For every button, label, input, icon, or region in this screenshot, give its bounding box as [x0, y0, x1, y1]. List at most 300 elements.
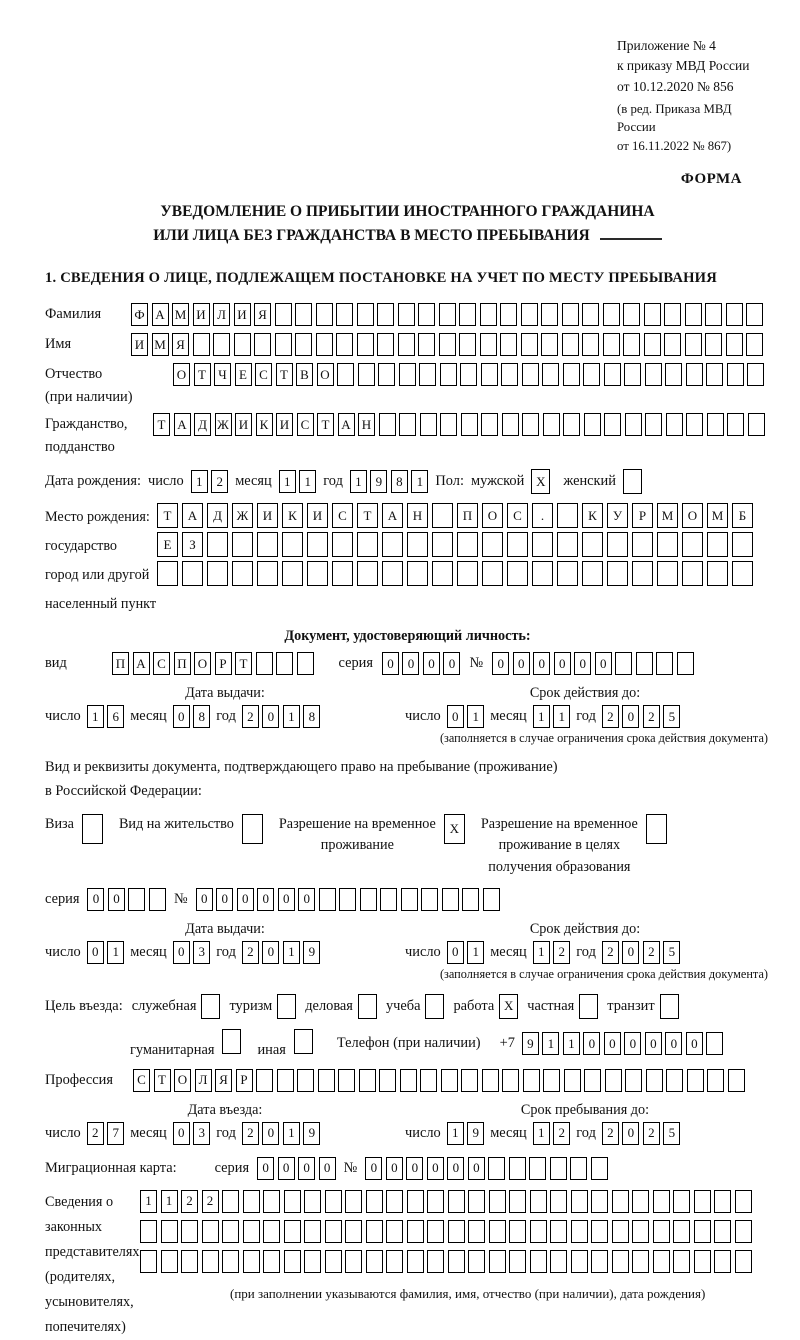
citizenship-label: Гражданство, подданство: [45, 416, 128, 456]
char-cell: Т: [235, 652, 252, 675]
char-cell: [222, 1250, 239, 1273]
char-cell: [694, 1220, 711, 1243]
char-cell: [707, 561, 728, 586]
char-cell: [532, 532, 553, 557]
char-cell: [532, 561, 553, 586]
char-cell: [357, 333, 374, 356]
series-label: серия: [45, 890, 80, 907]
char-cell: [407, 532, 428, 557]
char-cell: Б: [732, 503, 753, 528]
char-cell: [263, 1250, 280, 1273]
char-cell: 1: [279, 470, 296, 493]
char-cell: 2: [181, 1190, 198, 1213]
char-cell: [457, 561, 478, 586]
surname-row: [45, 303, 770, 326]
form-label: ФОРМА: [680, 171, 742, 188]
char-cell: [325, 1220, 342, 1243]
char-cell: 8: [303, 705, 320, 728]
char-cell: [339, 888, 356, 911]
char-cell: [263, 1190, 280, 1213]
month-label: месяц: [235, 473, 272, 490]
char-cell: 2: [602, 705, 619, 728]
char-cell: [653, 1190, 670, 1213]
char-cell: 0: [365, 1157, 382, 1180]
char-cell: [254, 333, 271, 356]
char-cell: [357, 561, 378, 586]
purpose-checkbox: [358, 994, 377, 1019]
char-cell: [242, 814, 263, 844]
day-label: число: [45, 943, 81, 960]
purpose-checkbox: [499, 994, 518, 1019]
char-cell: [632, 1250, 649, 1273]
char-cell: [421, 888, 438, 911]
char-cell: [707, 413, 724, 436]
number-cells: [196, 888, 500, 911]
entry-year-cells: [242, 1122, 321, 1145]
purpose-option: учеба: [386, 994, 445, 1019]
char-cell: [727, 363, 744, 386]
char-cell: [243, 1250, 260, 1273]
char-cell: [161, 1220, 178, 1243]
char-cell: [507, 532, 528, 557]
issue-month-cells: [173, 941, 211, 964]
char-cell: [541, 303, 558, 326]
char-cell: И: [131, 333, 148, 356]
char-cell: Я: [254, 303, 271, 326]
char-cell: 0: [319, 1157, 336, 1180]
char-cell: [550, 1250, 567, 1273]
char-cell: [685, 303, 702, 326]
char-cell: 9: [303, 1122, 320, 1145]
char-cell: Т: [157, 503, 178, 528]
char-cell: [623, 333, 640, 356]
char-cell: [591, 1220, 608, 1243]
char-cell: [222, 1190, 239, 1213]
char-cell: [386, 1190, 403, 1213]
form-title-line2: ИЛИ ЛИЦА БЕЗ ГРАЖДАНСТВА В МЕСТО ПРЕБЫВАНИЯ: [45, 224, 770, 248]
char-cell: 0: [604, 1032, 621, 1055]
expiry-note: (заполняется в случае ограничения срока действия документа): [439, 731, 768, 746]
char-cell: [440, 413, 457, 436]
char-cell: 9: [467, 1122, 484, 1145]
char-cell: [442, 888, 459, 911]
char-cell: С: [507, 503, 528, 528]
char-cell: [653, 1220, 670, 1243]
char-cell: [448, 1190, 465, 1213]
char-cell: [338, 1069, 355, 1092]
char-cell: [682, 561, 703, 586]
doc-number-label: №: [469, 655, 484, 672]
char-cell: [257, 532, 278, 557]
char-cell: [357, 303, 374, 326]
char-cell: [673, 1250, 690, 1273]
char-cell: [275, 303, 292, 326]
char-cell: [747, 363, 764, 386]
residence-doc-dates: [45, 921, 770, 982]
char-cell: [297, 652, 314, 675]
char-cell: [583, 363, 600, 386]
purpose-option: работа X: [453, 994, 518, 1019]
char-cell: [673, 1190, 690, 1213]
purpose-checkbox: [201, 994, 220, 1019]
char-cell: 0: [554, 652, 571, 675]
char-cell: [358, 994, 377, 1019]
number-cells: [365, 1157, 608, 1180]
char-cell: [615, 652, 632, 675]
series-cells: [257, 1157, 336, 1180]
residence-permit-label: Вид на жительство: [118, 815, 234, 832]
char-cell: [656, 652, 673, 675]
char-cell: 0: [262, 1122, 279, 1145]
char-cell: Р: [215, 652, 232, 675]
char-cell: 0: [257, 1157, 274, 1180]
representatives-note: (при заполнении указываются фамилия, имя, отчество (при наличии), дата рождения): [230, 1285, 706, 1301]
char-cell: [295, 303, 312, 326]
char-cell: [207, 561, 228, 586]
char-cell: [345, 1190, 362, 1213]
char-cell: [632, 1220, 649, 1243]
char-cell: 2: [643, 705, 660, 728]
day-label: число: [147, 473, 184, 490]
char-cell: 0: [447, 1157, 464, 1180]
purpose-option: гуманитарная: [130, 1029, 241, 1059]
char-cell: [459, 333, 476, 356]
char-cell: [603, 333, 620, 356]
char-cell: К: [256, 413, 273, 436]
char-cell: [427, 1190, 444, 1213]
char-cell: [686, 363, 703, 386]
char-cell: 1: [191, 470, 208, 493]
char-cell: 1: [533, 705, 550, 728]
char-cell: [682, 532, 703, 557]
char-cell: [481, 413, 498, 436]
char-cell: [612, 1250, 629, 1273]
char-cell: Ф: [131, 303, 148, 326]
char-cell: 1: [563, 1032, 580, 1055]
char-cell: 0: [173, 1122, 190, 1145]
expiry-day-cells: [447, 705, 485, 728]
purpose-checkbox: [222, 1029, 241, 1054]
char-cell: [407, 1250, 424, 1273]
char-cell: X: [444, 814, 465, 844]
char-cell: 0: [257, 888, 274, 911]
char-cell: [316, 333, 333, 356]
surname-cells: [131, 303, 763, 326]
char-cell: [623, 469, 642, 494]
char-cell: 0: [173, 941, 190, 964]
month-label: месяц: [130, 943, 167, 960]
purpose-option: частная: [527, 994, 598, 1019]
char-cell: П: [112, 652, 129, 675]
char-cell: [275, 333, 292, 356]
char-cell: [419, 363, 436, 386]
char-cell: [707, 532, 728, 557]
char-cell: 0: [423, 652, 440, 675]
sex-female-label: женский: [563, 473, 616, 490]
doc-series-label: серия: [338, 655, 373, 672]
edu-residence-option: [481, 814, 667, 878]
char-cell: [705, 333, 722, 356]
char-cell: [282, 532, 303, 557]
char-cell: [325, 1190, 342, 1213]
birthplace-block: [45, 503, 770, 619]
char-cell: [657, 561, 678, 586]
char-cell: [441, 1069, 458, 1092]
char-cell: [489, 1190, 506, 1213]
sex-female-checkbox: [623, 469, 642, 494]
purpose-checkbox: [277, 994, 296, 1019]
number-label: №: [343, 1159, 358, 1176]
char-cell: [276, 652, 293, 675]
migration-card-label: Миграционная карта:: [45, 1159, 177, 1176]
char-cell: Н: [358, 413, 375, 436]
char-cell: [604, 413, 621, 436]
char-cell: [448, 1250, 465, 1273]
char-cell: 0: [87, 888, 104, 911]
char-cell: [257, 561, 278, 586]
char-cell: 1: [140, 1190, 157, 1213]
char-cell: 2: [211, 470, 228, 493]
char-cell: [222, 1220, 239, 1243]
char-cell: [735, 1220, 752, 1243]
char-cell: 2: [87, 1122, 104, 1145]
char-cell: [157, 561, 178, 586]
char-cell: [685, 333, 702, 356]
char-cell: [140, 1250, 157, 1273]
char-cell: [432, 503, 453, 528]
residence-doc-series-row: [45, 888, 770, 911]
char-cell: [332, 532, 353, 557]
char-cell: 0: [492, 652, 509, 675]
char-cell: Р: [236, 1069, 253, 1092]
char-cell: [584, 413, 601, 436]
sex-group: [435, 469, 642, 494]
char-cell: [563, 413, 580, 436]
char-cell: [732, 532, 753, 557]
char-cell: С: [297, 413, 314, 436]
char-cell: [234, 333, 251, 356]
char-cell: [282, 561, 303, 586]
char-cell: [213, 333, 230, 356]
char-cell: [366, 1190, 383, 1213]
char-cell: [632, 1190, 649, 1213]
char-cell: [677, 652, 694, 675]
char-cell: К: [282, 503, 303, 528]
char-cell: [694, 1250, 711, 1273]
residence-doc-intro: Вид и реквизиты документа, подтверждающего право на пребывание (проживание) в Российской Федерации:: [45, 759, 558, 800]
char-cell: [727, 413, 744, 436]
char-cell: [297, 1069, 314, 1092]
char-cell: [332, 561, 353, 586]
char-cell: [666, 413, 683, 436]
char-cell: [591, 1157, 608, 1180]
char-cell: 1: [411, 470, 428, 493]
char-cell: 2: [553, 941, 570, 964]
char-cell: [468, 1190, 485, 1213]
char-cell: 2: [553, 1122, 570, 1145]
char-cell: [377, 333, 394, 356]
char-cell: 0: [386, 1157, 403, 1180]
form-title-line1: УВЕДОМЛЕНИЕ О ПРИБЫТИИ ИНОСТРАННОГО ГРАЖДАНИНА: [160, 203, 655, 221]
char-cell: Л: [213, 303, 230, 326]
char-cell: [509, 1250, 526, 1273]
char-cell: О: [174, 1069, 191, 1092]
char-cell: [563, 363, 580, 386]
char-cell: [336, 333, 353, 356]
birthdate-day: [148, 470, 228, 493]
purpose-checkbox: [660, 994, 679, 1019]
char-cell: .: [532, 503, 553, 528]
section1-heading: 1. СВЕДЕНИЯ О ЛИЦЕ, ПОДЛЕЖАЩЕМ ПОСТАНОВКЕ НА УЧЕТ ПО МЕСТУ ПРЕБЫВАНИЯ: [45, 270, 717, 287]
firstname-cells: [131, 333, 763, 356]
char-cell: 1: [533, 1122, 550, 1145]
char-cell: 0: [622, 941, 639, 964]
char-cell: К: [582, 503, 603, 528]
char-cell: 0: [443, 652, 460, 675]
char-cell: [500, 303, 517, 326]
char-cell: [295, 333, 312, 356]
char-cell: О: [682, 503, 703, 528]
char-cell: У: [607, 503, 628, 528]
char-cell: [304, 1220, 321, 1243]
char-cell: 0: [382, 652, 399, 675]
birthdate-month: [235, 470, 316, 493]
purpose-option: иная: [257, 1029, 312, 1059]
char-cell: И: [307, 503, 328, 528]
char-cell: 0: [173, 705, 190, 728]
entry-dates: [45, 1102, 770, 1145]
citizenship-cells: [153, 413, 765, 436]
char-cell: Т: [317, 413, 334, 436]
char-cell: [607, 532, 628, 557]
char-cell: [461, 1069, 478, 1092]
char-cell: [427, 1250, 444, 1273]
profession-row: [45, 1069, 770, 1092]
entry-month-cells: [173, 1122, 211, 1145]
char-cell: [557, 561, 578, 586]
char-cell: 2: [643, 1122, 660, 1145]
char-cell: [557, 503, 578, 528]
char-cell: [400, 1069, 417, 1092]
char-cell: 0: [278, 888, 295, 911]
char-cell: 1: [447, 1122, 464, 1145]
char-cell: [277, 1069, 294, 1092]
char-cell: Т: [154, 1069, 171, 1092]
char-cell: [140, 1220, 157, 1243]
char-cell: [550, 1220, 567, 1243]
char-cell: Ж: [232, 503, 253, 528]
char-cell: [502, 1069, 519, 1092]
char-cell: С: [255, 363, 272, 386]
char-cell: [427, 1220, 444, 1243]
char-cell: [379, 413, 396, 436]
char-cell: [418, 303, 435, 326]
char-cell: [482, 532, 503, 557]
char-cell: 1: [283, 705, 300, 728]
char-cell: 1: [299, 470, 316, 493]
char-cell: В: [296, 363, 313, 386]
char-cell: [360, 888, 377, 911]
char-cell: [307, 561, 328, 586]
representatives-cells-row1: [140, 1190, 752, 1213]
char-cell: [379, 1069, 396, 1092]
char-cell: [521, 303, 538, 326]
char-cell: А: [152, 303, 169, 326]
month-cells: [279, 470, 317, 493]
char-cell: [646, 1069, 663, 1092]
char-cell: С: [332, 503, 353, 528]
char-cell: [530, 1190, 547, 1213]
char-cell: 1: [467, 705, 484, 728]
char-cell: [604, 363, 621, 386]
char-cell: 0: [645, 1032, 662, 1055]
month-label: месяц: [130, 1124, 167, 1141]
char-cell: [653, 1250, 670, 1273]
visa-label: Виза: [45, 815, 74, 832]
expiry-year-cells: [602, 705, 681, 728]
char-cell: [161, 1250, 178, 1273]
char-cell: [664, 333, 681, 356]
edition-line: от 16.11.2022 № 867): [617, 138, 732, 153]
phone-prefix: +7: [499, 1035, 515, 1052]
char-cell: М: [172, 303, 189, 326]
char-cell: [149, 888, 166, 911]
char-cell: О: [194, 652, 211, 675]
stay-year-cells: [602, 1122, 681, 1145]
char-cell: [612, 1190, 629, 1213]
purpose-checkbox: [425, 994, 444, 1019]
expiry-month-cells: [533, 941, 571, 964]
char-cell: [728, 1069, 745, 1092]
char-cell: 6: [107, 705, 124, 728]
char-cell: [318, 1069, 335, 1092]
char-cell: [500, 333, 517, 356]
char-cell: [735, 1190, 752, 1213]
char-cell: 0: [468, 1157, 485, 1180]
char-cell: [714, 1190, 731, 1213]
entry-date-heading: Дата въезда:: [187, 1101, 263, 1118]
char-cell: Е: [157, 532, 178, 557]
blank-underline: [600, 226, 662, 240]
char-cell: [582, 333, 599, 356]
birthplace-label: Место рождения: государство город или другой населенный пункт: [45, 509, 157, 613]
char-cell: 0: [87, 941, 104, 964]
char-cell: [645, 413, 662, 436]
char-cell: [407, 1190, 424, 1213]
char-cell: [407, 1220, 424, 1243]
char-cell: Т: [153, 413, 170, 436]
year-label: год: [576, 943, 596, 960]
char-cell: [714, 1250, 731, 1273]
char-cell: 9: [522, 1032, 539, 1055]
char-cell: [522, 363, 539, 386]
char-cell: 2: [202, 1190, 219, 1213]
char-cell: [307, 532, 328, 557]
char-cell: Е: [235, 363, 252, 386]
char-cell: И: [276, 413, 293, 436]
char-cell: [530, 1220, 547, 1243]
birthdate-label: Дата рождения:: [45, 473, 141, 490]
char-cell: [284, 1250, 301, 1273]
char-cell: [607, 561, 628, 586]
year-label: год: [576, 1124, 596, 1141]
char-cell: X: [531, 469, 550, 494]
expiry-year-cells: [602, 941, 681, 964]
firstname-row: [45, 333, 770, 356]
char-cell: [481, 363, 498, 386]
char-cell: [579, 994, 598, 1019]
char-cell: И: [234, 303, 251, 326]
